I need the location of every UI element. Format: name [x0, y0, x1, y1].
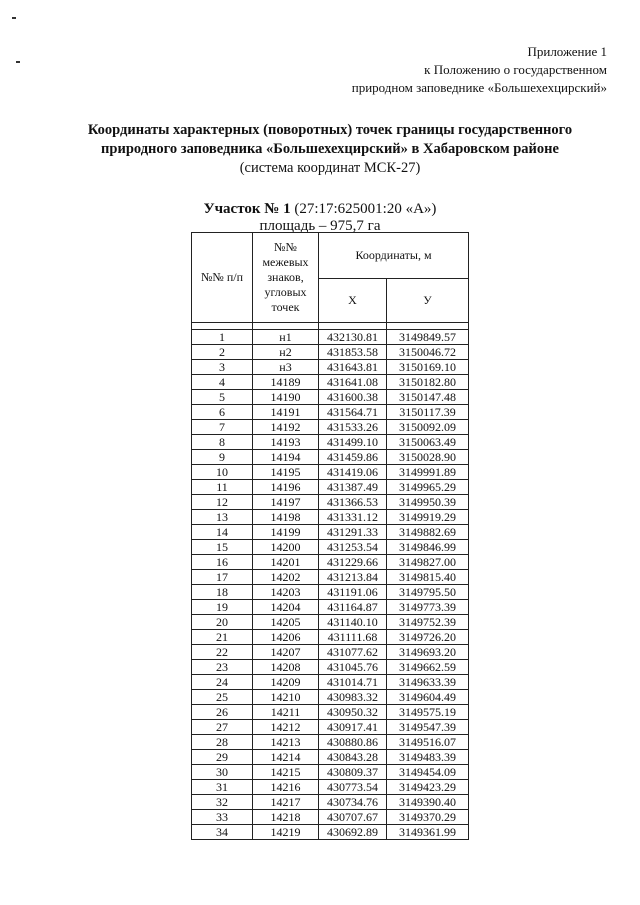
cell-marker: 14203: [253, 585, 319, 600]
cell-num: 7: [192, 420, 253, 435]
cell-y: 3150028.90: [387, 450, 469, 465]
cell-marker: 14201: [253, 555, 319, 570]
title-line: Координаты характерных (поворотных) точек границы государственного: [87, 122, 573, 138]
cell-y: 3149919.29: [387, 510, 469, 525]
cell-marker: 14208: [253, 660, 319, 675]
cell-num: 28: [192, 735, 253, 750]
cell-y: 3149390.40: [387, 795, 469, 810]
cell-num: 2: [192, 345, 253, 360]
cell-marker: 14211: [253, 705, 319, 720]
cell-marker: 14191: [253, 405, 319, 420]
cell-x: 431641.08: [319, 375, 387, 390]
section-cadastral: (27:17:625001:20 «А»): [294, 201, 437, 217]
cell-y: 3150046.72: [387, 345, 469, 360]
cell-num: 18: [192, 585, 253, 600]
table-row: [192, 435, 469, 450]
cell-marker: 14213: [253, 735, 319, 750]
cell-marker: 14205: [253, 615, 319, 630]
cell-num: 32: [192, 795, 253, 810]
cell-num: 15: [192, 540, 253, 555]
cell-y: 3149950.39: [387, 495, 469, 510]
title-line: природного заповедника «Большехехцирский» в Хабаровском районе: [101, 141, 559, 157]
table-row: [192, 480, 469, 495]
cell-num: 33: [192, 810, 253, 825]
table-row: [192, 825, 469, 840]
cell-x: 431366.53: [319, 495, 387, 510]
table-row: [192, 570, 469, 585]
cell-y: 3150063.49: [387, 435, 469, 450]
cell-x: 431253.54: [319, 540, 387, 555]
cell-num: 17: [192, 570, 253, 585]
cell-y: 3149633.39: [387, 675, 469, 690]
cell-x: 430734.76: [319, 795, 387, 810]
table-row: [192, 630, 469, 645]
header-x: X: [319, 279, 387, 323]
spacer-cell: [319, 323, 387, 330]
cell-num: 4: [192, 375, 253, 390]
table-row: [192, 690, 469, 705]
cell-num: 9: [192, 450, 253, 465]
table-row: [192, 645, 469, 660]
cell-y: 3149370.29: [387, 810, 469, 825]
cell-x: 431164.87: [319, 600, 387, 615]
cell-num: 30: [192, 765, 253, 780]
cell-y: 3149965.29: [387, 480, 469, 495]
cell-x: 431191.06: [319, 585, 387, 600]
cell-num: 10: [192, 465, 253, 480]
cell-y: 3150182.80: [387, 375, 469, 390]
cell-y: 3149516.07: [387, 735, 469, 750]
cell-marker: 14199: [253, 525, 319, 540]
cell-num: 31: [192, 780, 253, 795]
cell-num: 12: [192, 495, 253, 510]
cell-x: 430707.67: [319, 810, 387, 825]
cell-marker: 14200: [253, 540, 319, 555]
header-y: У: [387, 279, 469, 323]
cell-x: 430917.41: [319, 720, 387, 735]
table-row: [192, 780, 469, 795]
cell-y: 3150169.10: [387, 360, 469, 375]
cell-marker: 14210: [253, 690, 319, 705]
spacer-cell: [253, 323, 319, 330]
cell-marker: 14195: [253, 465, 319, 480]
cell-x: 431459.86: [319, 450, 387, 465]
cell-marker: 14206: [253, 630, 319, 645]
cell-num: 29: [192, 750, 253, 765]
cell-y: 3149849.57: [387, 330, 469, 345]
document-title: [40, 121, 620, 178]
cell-x: 430692.89: [319, 825, 387, 840]
cell-y: 3150147.48: [387, 390, 469, 405]
cell-x: 430773.54: [319, 780, 387, 795]
cell-y: 3149547.39: [387, 720, 469, 735]
cell-marker: 14193: [253, 435, 319, 450]
cell-num: 27: [192, 720, 253, 735]
cell-y: 3149693.20: [387, 645, 469, 660]
cell-marker: 14217: [253, 795, 319, 810]
cell-num: 20: [192, 615, 253, 630]
cell-num: 19: [192, 600, 253, 615]
cell-y: 3149604.49: [387, 690, 469, 705]
cell-y: 3150092.09: [387, 420, 469, 435]
cell-y: 3149454.09: [387, 765, 469, 780]
cell-marker: 14219: [253, 825, 319, 840]
table-row: [192, 675, 469, 690]
table-row: [192, 375, 469, 390]
cell-num: 23: [192, 660, 253, 675]
table-row: [192, 525, 469, 540]
cell-marker: 14214: [253, 750, 319, 765]
table-row: [192, 795, 469, 810]
cell-x: 430983.32: [319, 690, 387, 705]
cell-marker: н2: [253, 345, 319, 360]
table-row: [192, 750, 469, 765]
cell-marker: 14215: [253, 765, 319, 780]
table-row: [192, 330, 469, 345]
cell-num: 25: [192, 690, 253, 705]
cell-x: 431140.10: [319, 615, 387, 630]
spacer-row: [192, 323, 469, 330]
table-row: [192, 450, 469, 465]
cell-y: 3150117.39: [387, 405, 469, 420]
cell-y: 3149882.69: [387, 525, 469, 540]
cell-x: 431499.10: [319, 435, 387, 450]
cell-num: 16: [192, 555, 253, 570]
cell-num: 5: [192, 390, 253, 405]
appendix-line: природном заповеднике «Большехехцирский»: [351, 80, 607, 95]
header-num: №№ п/п: [192, 233, 253, 323]
cell-marker: 14216: [253, 780, 319, 795]
cell-y: 3149726.20: [387, 630, 469, 645]
table-row: [192, 390, 469, 405]
cell-num: 11: [192, 480, 253, 495]
cell-marker: 14198: [253, 510, 319, 525]
cell-y: 3149361.99: [387, 825, 469, 840]
table-row: [192, 765, 469, 780]
cell-x: 430950.32: [319, 705, 387, 720]
table-row: [192, 360, 469, 375]
table-row: [192, 660, 469, 675]
table-row: [192, 555, 469, 570]
cell-marker: 14196: [253, 480, 319, 495]
table-row: [192, 495, 469, 510]
cell-num: 14: [192, 525, 253, 540]
cell-x: 431600.38: [319, 390, 387, 405]
cell-y: 3149846.99: [387, 540, 469, 555]
header-coords: Координаты, м: [319, 233, 469, 279]
cell-x: 431331.12: [319, 510, 387, 525]
table-row: [192, 585, 469, 600]
cell-marker: 14209: [253, 675, 319, 690]
cell-x: 431564.71: [319, 405, 387, 420]
table-row: [192, 735, 469, 750]
cell-num: 24: [192, 675, 253, 690]
cell-y: 3149827.00: [387, 555, 469, 570]
table-row: [192, 600, 469, 615]
cell-x: 431077.62: [319, 645, 387, 660]
cell-y: 3149483.39: [387, 750, 469, 765]
cell-y: 3149795.50: [387, 585, 469, 600]
cell-num: 26: [192, 705, 253, 720]
table-row: [192, 705, 469, 720]
cell-y: 3149815.40: [387, 570, 469, 585]
cell-num: 1: [192, 330, 253, 345]
cell-y: 3149575.19: [387, 705, 469, 720]
cell-y: 3149752.39: [387, 615, 469, 630]
appendix-line: Приложение 1: [527, 44, 607, 59]
table-row: [192, 720, 469, 735]
cell-marker: 14194: [253, 450, 319, 465]
table-row: [192, 465, 469, 480]
cell-x: 431014.71: [319, 675, 387, 690]
cell-y: 3149991.89: [387, 465, 469, 480]
cell-marker: 14192: [253, 420, 319, 435]
section-header: [120, 201, 520, 235]
cell-x: 431111.68: [319, 630, 387, 645]
cell-num: 8: [192, 435, 253, 450]
coordinates-table: [191, 232, 469, 840]
table-row: [192, 615, 469, 630]
cell-x: 431533.26: [319, 420, 387, 435]
cell-marker: н3: [253, 360, 319, 375]
section-area: площадь – 975,7 га: [259, 218, 381, 234]
table-row: [192, 405, 469, 420]
cell-x: 431213.84: [319, 570, 387, 585]
cell-x: 431291.33: [319, 525, 387, 540]
cell-marker: 14190: [253, 390, 319, 405]
cell-y: 3149773.39: [387, 600, 469, 615]
table-row: [192, 810, 469, 825]
cell-x: 431229.66: [319, 555, 387, 570]
table-row: [192, 345, 469, 360]
cell-num: 21: [192, 630, 253, 645]
cell-num: 6: [192, 405, 253, 420]
title-subtitle: (система координат МСК-27): [239, 160, 421, 176]
spacer-cell: [387, 323, 469, 330]
cell-x: 431643.81: [319, 360, 387, 375]
cell-x: 431853.58: [319, 345, 387, 360]
spacer-cell: [192, 323, 253, 330]
table-row: [192, 510, 469, 525]
cell-marker: 14197: [253, 495, 319, 510]
cell-y: 3149423.29: [387, 780, 469, 795]
cell-num: 3: [192, 360, 253, 375]
cell-x: 432130.81: [319, 330, 387, 345]
cell-num: 22: [192, 645, 253, 660]
cell-y: 3149662.59: [387, 660, 469, 675]
cell-x: 431419.06: [319, 465, 387, 480]
cell-marker: 14204: [253, 600, 319, 615]
cell-marker: 14202: [253, 570, 319, 585]
cell-num: 34: [192, 825, 253, 840]
appendix-note: [352, 43, 607, 97]
scan-mark: [12, 17, 16, 19]
section-label: Участок № 1: [203, 201, 291, 217]
cell-x: 431045.76: [319, 660, 387, 675]
cell-num: 13: [192, 510, 253, 525]
cell-marker: 14218: [253, 810, 319, 825]
appendix-line: к Положению о государственном: [424, 62, 607, 77]
cell-marker: 14207: [253, 645, 319, 660]
cell-x: 430843.28: [319, 750, 387, 765]
cell-x: 431387.49: [319, 480, 387, 495]
cell-marker: 14212: [253, 720, 319, 735]
table-row: [192, 540, 469, 555]
scan-mark: [16, 61, 20, 63]
cell-x: 430880.86: [319, 735, 387, 750]
cell-x: 430809.37: [319, 765, 387, 780]
header-marker: №№ межевых знаков, угловых точек: [253, 233, 319, 323]
cell-marker: 14189: [253, 375, 319, 390]
table-body: [192, 323, 469, 840]
table-row: [192, 420, 469, 435]
cell-marker: н1: [253, 330, 319, 345]
